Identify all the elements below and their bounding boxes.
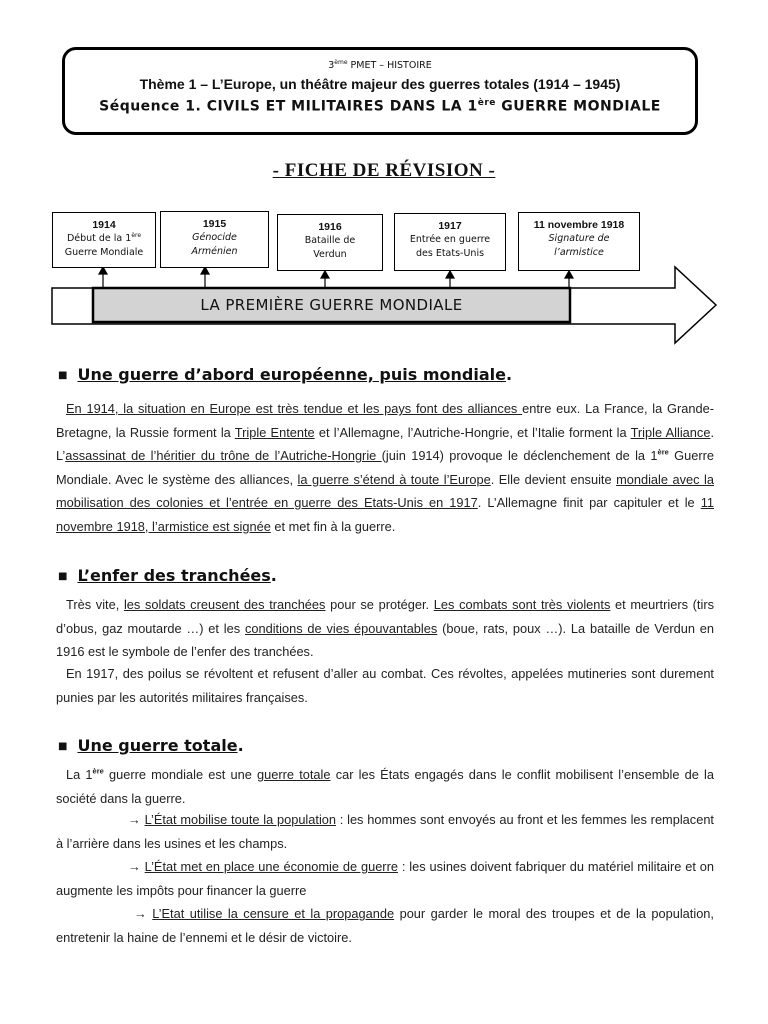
event-date: 1914 xyxy=(92,219,116,231)
event-line: Début de la 1ère xyxy=(66,231,142,244)
page-title: - FICHE DE RÉVISION - xyxy=(272,160,496,181)
event-line: Signature de xyxy=(548,233,610,244)
sequence-title: Séquence 1. CIVILS ET MILITAIRES DANS LA 1ère GUERRE MONDIALE xyxy=(99,98,661,115)
class-level: 3ème PMET – HISTOIRE xyxy=(328,59,432,72)
right-arrow-icon: → xyxy=(128,859,145,874)
square-bullet-icon: ■ xyxy=(58,741,68,752)
theme-title: Thème 1 – L’Europe, un théâtre majeur des guerres totales (1914 – 1945) xyxy=(139,76,621,93)
right-arrow-icon: → xyxy=(128,812,145,827)
paragraph-mutinies: En 1917, des poilus se révoltent et refusent d’aller au combat. Ces révoltes, appelées mutineries sont durement punies par les autorités militaires françaises. xyxy=(56,666,714,705)
square-bullet-icon: ■ xyxy=(58,370,68,381)
event-line: Verdun xyxy=(313,249,347,260)
right-arrow-icon: → xyxy=(134,906,153,921)
event-date: 11 novembre 1918 xyxy=(533,219,625,231)
square-bullet-icon: ■ xyxy=(58,571,68,582)
timeline-event-1914 xyxy=(52,212,156,268)
war-bar-label: LA PREMIÈRE GUERRE MONDIALE xyxy=(200,296,463,314)
event-line: des Etats-Unis xyxy=(415,248,485,259)
bullet-war-economy: → L’État met en place une économie de guerre : les usines doivent fabriquer du matériel militaire et on augmente les impôts pour financer la guerre xyxy=(56,859,714,898)
timeline-event-1915 xyxy=(160,211,269,268)
timeline-event-1918 xyxy=(518,212,640,271)
event-date: 1915 xyxy=(202,218,227,230)
section-heading-total-war: ■ Une guerre totale. xyxy=(58,736,244,755)
event-line: l’armistice xyxy=(554,247,604,258)
event-date: 1916 xyxy=(318,221,342,233)
event-line: Guerre Mondiale xyxy=(64,247,144,258)
event-line: Génocide xyxy=(192,232,237,243)
section-heading-trenches: ■ L’enfer des tranchées. xyxy=(58,566,277,585)
event-line: Arménien xyxy=(191,246,238,257)
paragraph-trenches: Très vite, les soldats creusent des tranchées pour se protéger. Les combats sont très violents et meurtriers (tirs d’obus, gaz moutarde …) et les conditions de vies épouvantables (boue, rats, poux …). La bataille de Verdun en 1916 est le symbole de l’enfer des tranchées. xyxy=(56,597,715,659)
event-line: Bataille de xyxy=(304,235,356,246)
paragraph-total-war: La 1ère guerre mondiale est une guerre totale car les États engagés dans le conflit mobilisent l’ensemble de la société dans la guerre. xyxy=(56,766,714,806)
timeline-event-1917 xyxy=(394,213,506,271)
section-heading-european-war: ■ Une guerre d’abord européenne, puis mondiale. xyxy=(58,365,513,384)
event-date: 1917 xyxy=(438,220,462,232)
timeline-event-1916 xyxy=(277,214,383,271)
bullet-propaganda: → L’Etat utilise la censure et la propagande pour garder le moral des troupes et de la population, entretenir la haine de l’ennemi et le désir de victoire. xyxy=(56,906,714,945)
paragraph-european-war: En 1914, la situation en Europe est très tendue et les pays font des alliances entre eux. La France, la Grande-Bretagne, la Russie forment la Triple Entente et l’Allemagne, l’Autriche-Hongrie, et l’Italie forment la Triple Alliance. L’assassinat de l’héritier du trône de l’Autriche-Hongrie (juin 1914) provoque le déclenchement de la 1ère Guerre Mondiale. Avec le système des alliances, la guerre s’étend à toute l’Europe. Elle devient ensuite mondiale avec la mobilisation des colonies et l’entrée en guerre des Etats-Unis en 1917. L’Allemagne finit par capituler et le 11 novembre 1918, l’armistice est signée et met fin à la guerre. xyxy=(56,401,715,534)
event-line: Entrée en guerre xyxy=(409,234,491,245)
bullet-mobilisation: → L’État mobilise toute la population : les hommes sont envoyés au front et les femmes les remplacent à l’arrière dans les usines et les champs. xyxy=(56,812,714,851)
